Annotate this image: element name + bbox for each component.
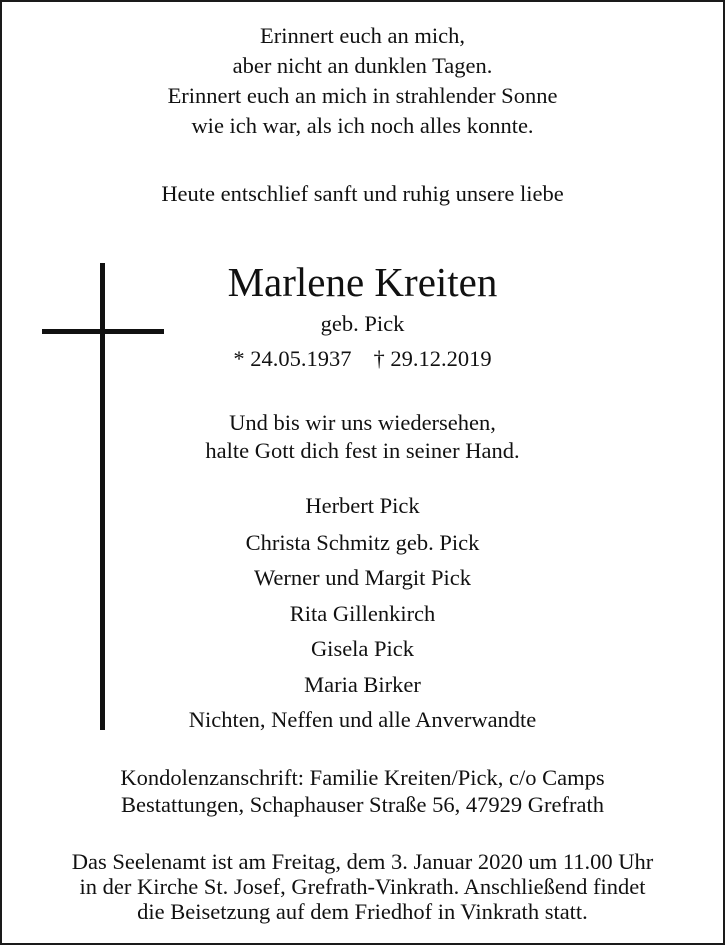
mourner-name: Werner und Margit Pick xyxy=(253,565,472,590)
condolence-address-line: Bestattungen, Schaphauser Straße 56, 47929 Grefrath xyxy=(121,792,604,817)
mourner-name: Herbert Pick xyxy=(305,493,420,518)
poem-line: wie ich war, als ich noch alles konnte. xyxy=(191,113,534,138)
maiden-name: geb. Pick xyxy=(320,311,405,336)
mourner-name: Rita Gillenkirch xyxy=(289,601,436,626)
poem-line: Erinnert euch an mich in strahlender Sonne xyxy=(167,83,558,108)
mourner-name: Maria Birker xyxy=(304,672,421,697)
mourner-name: Gisela Pick xyxy=(310,636,415,661)
poem-line: aber nicht an dunklen Tagen. xyxy=(232,53,493,78)
mourner-name: Nichten, Neffen und alle Anverwandte xyxy=(188,707,537,732)
birth-date: * 24.05.1937 xyxy=(233,346,352,371)
verse-line: Und bis wir uns wiedersehen, xyxy=(229,410,496,435)
intro-text: Heute entschlief sanft und ruhig unsere liebe xyxy=(161,181,564,206)
condolence-address-line: Kondolenzanschrift: Familie Kreiten/Pick, c/o Camps xyxy=(120,765,605,790)
verse-line: halte Gott dich fest in seiner Hand. xyxy=(205,438,520,463)
poem-line: Erinnert euch an mich, xyxy=(260,23,465,48)
death-date: † 29.12.2019 xyxy=(373,346,492,371)
mourner-name: Christa Schmitz geb. Pick xyxy=(245,530,480,555)
service-info-line: in der Kirche St. Josef, Grefrath-Vinkrath. Anschließend findet xyxy=(79,874,646,899)
service-info-line: die Beisetzung auf dem Friedhof in Vinkrath statt. xyxy=(137,899,588,924)
deceased-name: Marlene Kreiten xyxy=(227,259,498,305)
life-dates xyxy=(2,344,723,374)
service-info-line: Das Seelenamt ist am Freitag, dem 3. Januar 2020 um 11.00 Uhr xyxy=(71,849,654,874)
